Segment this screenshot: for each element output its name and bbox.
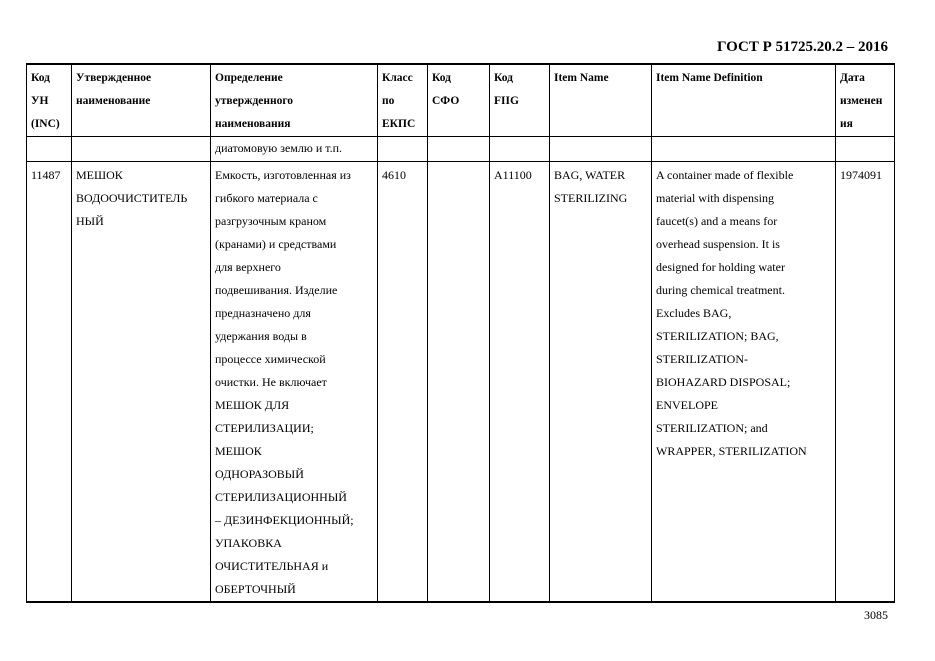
text-line: УПАКОВКА [215,536,282,550]
text-line: STERILIZATION; and [656,421,768,435]
text-line: BIOHAZARD DISPOSAL; [656,375,791,389]
header-row [27,64,895,137]
text-line: Код [494,72,514,84]
continuation-row [27,137,895,162]
text-line: УН [31,95,49,107]
text-line: МЕШОК [215,444,262,458]
text-line: overhead suspension. It is [656,237,780,251]
cell-definition [211,162,378,603]
text-line: FIIG [494,95,519,107]
document-id: ГОСТ Р 51725.20.2 – 2016 [716,39,888,55]
cell-class: 4610 [378,162,428,603]
text-line: STERILIZATION- [656,352,748,366]
col-header-item-definition [652,64,836,137]
text-line: material with dispensing [656,191,774,205]
text-line: Код [31,72,51,84]
text-line: ОБЕРТОЧНЫЙ [215,582,296,596]
text-line: процессе химической [215,352,326,366]
text-line: наименования [215,118,291,130]
col-header-date [836,64,895,137]
text-line: по [382,95,395,107]
text-line: удержания воды в [215,329,307,343]
text-line: подвешивания. Изделие [215,283,338,297]
text-line: Item Name Definition [656,72,763,84]
col-header-sfo [428,64,490,137]
text-line: МЕШОК [76,168,123,182]
text-line: ЕКПС [382,118,416,130]
text-line: гибкого материала с [215,191,318,205]
cell-fiig: A11100 [490,162,550,603]
col-header-fiig [490,64,550,137]
text-line: designed for holding water [656,260,785,274]
text-line: faucet(s) and a means for [656,214,778,228]
text-line: Утвержденное [76,72,152,84]
cell-inc: 11487 [27,162,72,603]
text-line: разгрузочным краном [215,214,327,228]
text-line: ВОДООЧИСТИТЕЛЬ [76,191,188,205]
continuation-definition: диатомовую землю и т.п. [211,137,378,162]
text-line: STERILIZATION; BAG, [656,329,779,343]
text-line: предназначено для [215,306,311,320]
text-line: СТЕРИЛИЗАЦИИ; [215,421,314,435]
text-line: Дата [840,72,865,84]
text-line: during chemical treatment. [656,283,785,297]
col-header-class [378,64,428,137]
text-line: Item Name [554,72,609,84]
text-line: Определение [215,72,283,84]
text-line: НЫЙ [76,214,104,228]
text-line: WRAPPER, STERILIZATION [656,444,807,458]
text-line: очистки. Не включает [215,375,327,389]
text-line: для верхнего [215,260,281,274]
cell-sfo [428,162,490,603]
cell-name [72,162,211,603]
text-line: (кранами) и средствами [215,237,337,251]
text-line: BAG, WATER [554,168,626,182]
text-line: ия [840,118,853,130]
text-line: A container made of flexible [656,168,794,182]
col-header-definition [211,64,378,137]
text-line: СФО [432,95,460,107]
cell-date: 1974091 [836,162,895,603]
text-line: Емкость, изготовленная из [215,168,351,182]
text-line: изменен [840,95,883,107]
text-line: Класс [382,72,413,84]
page-number: 3085 [864,608,888,622]
text-line: МЕШОК ДЛЯ [215,398,290,412]
text-line: Excludes BAG, [656,306,732,320]
text-line: ОДНОРАЗОВЫЙ [215,467,304,481]
text-line: ENVELOPE [656,398,718,412]
table-row [27,162,895,603]
text-line: наименование [76,95,151,107]
col-header-item-name [550,64,652,137]
text-line: ОЧИСТИТЕЛЬНАЯ и [215,559,329,573]
col-header-inc [27,64,72,137]
cell-item-definition [652,162,836,603]
text-line: – ДЕЗИНФЕКЦИОННЫЙ; [215,513,354,527]
cell-item-name [550,162,652,603]
text-line: STERILIZING [554,191,628,205]
text-line: СТЕРИЛИЗАЦИОННЫЙ [215,490,347,504]
text-line: Код [432,72,452,84]
catalog-table [26,63,895,603]
col-header-name [72,64,211,137]
text-line: (INC) [31,118,60,130]
text-line: утвержденного [215,95,294,107]
